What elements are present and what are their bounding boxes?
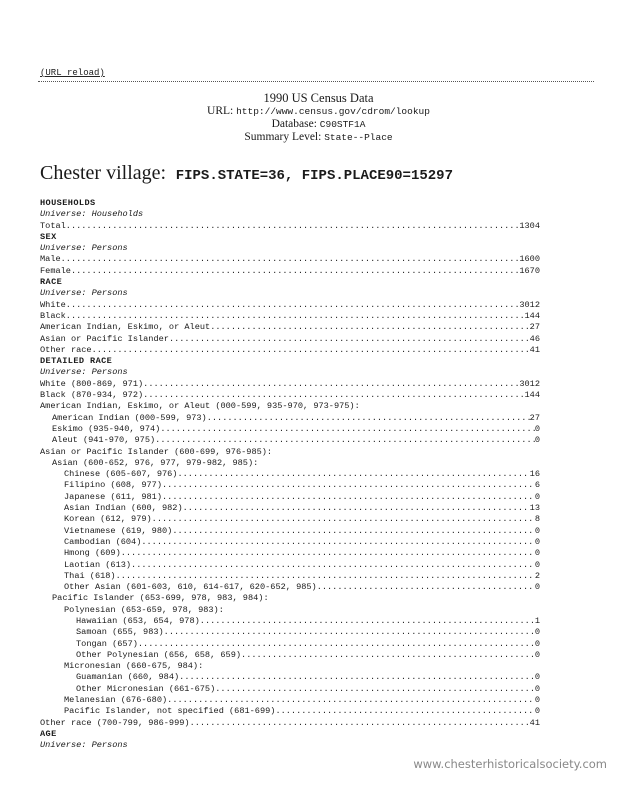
row-label: Male xyxy=(40,254,61,265)
row-label: Hmong (609) xyxy=(64,548,121,559)
table-row xyxy=(40,514,540,525)
table-row xyxy=(40,221,540,232)
dot-leader xyxy=(66,311,525,322)
row-label: Pacific Islander, not specified (681-699) xyxy=(64,706,276,717)
table-row xyxy=(40,537,540,548)
dot-leader xyxy=(215,684,535,695)
dot-leader xyxy=(141,537,534,548)
row-value: 0 xyxy=(534,638,540,649)
row-label: Other race (700-799, 986-999) xyxy=(40,717,190,728)
url-label: URL: xyxy=(207,105,234,117)
row-value: 27 xyxy=(529,322,540,333)
row-value: 0 xyxy=(534,435,540,446)
table-row xyxy=(40,672,540,683)
row-label: Japanese (611, 981) xyxy=(64,491,162,502)
table-row xyxy=(40,322,540,333)
dot-leader xyxy=(167,695,535,706)
row-value: 3012 xyxy=(519,378,540,389)
table-row xyxy=(40,593,540,604)
dot-leader xyxy=(121,548,535,559)
summary-level-label: Summary Level: xyxy=(244,131,322,143)
row-label: White xyxy=(40,299,66,310)
row-label: Total xyxy=(40,220,66,231)
row-value: 41 xyxy=(529,344,540,355)
section-heading xyxy=(40,198,540,209)
dot-leader xyxy=(138,639,535,650)
table-row xyxy=(40,706,540,717)
summary-level-row xyxy=(0,131,637,144)
table-row xyxy=(40,548,540,559)
place-name: Chester village: xyxy=(40,162,167,184)
row-label: Polynesian (653-659, 978, 983): xyxy=(64,604,224,615)
dot-leader xyxy=(131,560,535,571)
dot-leader xyxy=(275,706,534,717)
row-value: 0 xyxy=(534,559,540,570)
table-row xyxy=(40,300,540,311)
row-label: American Indian (000-599, 973) xyxy=(52,412,207,423)
row-label: Korean (612, 979) xyxy=(64,514,152,525)
row-label: Asian (600-652, 976, 977, 979-982, 985): xyxy=(52,457,259,468)
row-label: Other Asian (601-603, 610, 614-617, 620-652, 985) xyxy=(64,582,317,593)
table-row xyxy=(40,379,540,390)
database-value: C90STF1A xyxy=(319,119,366,130)
dot-leader xyxy=(66,300,520,311)
table-row xyxy=(40,571,540,582)
row-value: 0 xyxy=(534,525,540,536)
row-label: HOUSEHOLDS xyxy=(40,198,96,208)
table-row xyxy=(40,345,540,356)
dot-leader xyxy=(179,672,535,683)
row-label: Universe: Persons xyxy=(40,367,128,378)
table-row xyxy=(40,616,540,627)
table-row xyxy=(40,424,540,435)
row-label: American Indian, Eskimo, or Aleut xyxy=(40,322,211,333)
row-value: 46 xyxy=(529,333,540,344)
universe-label xyxy=(40,288,540,299)
row-value: 6 xyxy=(534,480,540,491)
row-value: 0 xyxy=(534,695,540,706)
table-row xyxy=(40,492,540,503)
row-value: 0 xyxy=(534,649,540,660)
place-fips: FIPS.STATE=36, FIPS.PLACE90=15297 xyxy=(175,168,453,184)
table-row xyxy=(40,311,540,322)
dot-leader xyxy=(116,571,535,582)
row-label: DETAILED RACE xyxy=(40,356,113,367)
row-value: 0 xyxy=(534,683,540,694)
universe-label xyxy=(40,740,540,751)
dot-leader xyxy=(152,514,535,525)
database-row xyxy=(0,118,637,131)
row-label: Universe: Persons xyxy=(40,288,128,299)
row-label: Universe: Persons xyxy=(40,243,128,254)
row-value: 0 xyxy=(534,548,540,559)
dot-leader xyxy=(207,413,530,424)
row-value: 27 xyxy=(529,412,540,423)
row-value: 2 xyxy=(534,570,540,581)
row-label: Aleut (941-970, 975) xyxy=(52,435,156,446)
row-label: Asian or Pacific Islander (600-699, 976-985): xyxy=(40,446,273,457)
row-label: Filipino (608, 977) xyxy=(64,480,162,491)
table-row xyxy=(40,458,540,469)
dot-leader xyxy=(155,435,535,446)
dot-leader xyxy=(143,390,524,401)
url-reload-link[interactable]: (URL reload) xyxy=(40,68,105,78)
dot-leader xyxy=(172,526,535,537)
table-row xyxy=(40,435,540,446)
row-value: 0 xyxy=(534,706,540,717)
table-row xyxy=(40,684,540,695)
table-row xyxy=(40,526,540,537)
watermark: www.chesterhistoricalsociety.com xyxy=(413,757,607,771)
row-label: Melanesian (676-680) xyxy=(64,695,168,706)
dot-leader xyxy=(190,718,530,729)
row-label: Micronesian (660-675, 984): xyxy=(64,661,204,672)
dot-leader xyxy=(241,650,535,661)
row-label: Black xyxy=(40,310,66,321)
table-row xyxy=(40,718,540,729)
table-row xyxy=(40,560,540,571)
table-row xyxy=(40,334,540,345)
row-label: SEX xyxy=(40,231,57,242)
row-value: 16 xyxy=(529,469,540,480)
dot-leader xyxy=(162,492,535,503)
dot-leader xyxy=(177,469,529,480)
row-value: 0 xyxy=(534,491,540,502)
row-value: 144 xyxy=(524,390,540,401)
dot-leader xyxy=(71,266,519,277)
table-row xyxy=(40,650,540,661)
row-label: Eskimo (935-940, 974) xyxy=(52,423,161,434)
dot-leader xyxy=(169,334,530,345)
url-value: http://www.census.gov/cdrom/lookup xyxy=(236,106,430,117)
universe-label xyxy=(40,243,540,254)
row-label: Other Micronesian (661-675) xyxy=(76,683,216,694)
row-label: Laotian (613) xyxy=(64,559,132,570)
dot-leader xyxy=(162,480,535,491)
section-heading xyxy=(40,232,540,243)
census-table xyxy=(40,198,540,752)
census-title: 1990 US Census Data xyxy=(263,91,374,105)
row-value: 41 xyxy=(529,717,540,728)
header-divider xyxy=(38,81,594,82)
row-value: 1600 xyxy=(519,254,540,265)
dot-leader xyxy=(317,582,535,593)
row-label: Universe: Persons xyxy=(40,740,128,751)
url-row xyxy=(0,105,637,118)
dot-leader xyxy=(66,221,520,232)
section-heading xyxy=(40,729,540,740)
row-value: 0 xyxy=(534,536,540,547)
dot-leader xyxy=(61,254,520,265)
row-label: Vietnamese (619, 980) xyxy=(64,525,173,536)
row-label: Black (870-934, 972) xyxy=(40,390,144,401)
row-label: American Indian, Eskimo, or Aleut (000-599, 935-970, 973-975): xyxy=(40,401,360,412)
row-label: Cambodian (604) xyxy=(64,536,142,547)
dot-leader xyxy=(164,627,535,638)
place-title xyxy=(40,162,453,185)
row-value: 13 xyxy=(529,503,540,514)
table-row xyxy=(40,503,540,514)
census-header xyxy=(0,91,637,144)
universe-label xyxy=(40,209,540,220)
dot-leader xyxy=(143,379,519,390)
row-value: 3012 xyxy=(519,299,540,310)
row-label: Universe: Households xyxy=(40,209,144,220)
row-value: 0 xyxy=(534,627,540,638)
table-row xyxy=(40,639,540,650)
section-heading xyxy=(40,277,540,288)
row-label: Chinese (605-607, 976) xyxy=(64,469,178,480)
table-row xyxy=(40,480,540,491)
section-heading xyxy=(40,356,540,367)
row-value: 1304 xyxy=(519,220,540,231)
row-value: 8 xyxy=(534,514,540,525)
table-row xyxy=(40,390,540,401)
table-row xyxy=(40,605,540,616)
table-row xyxy=(40,695,540,706)
row-label: Thai (618) xyxy=(64,570,116,581)
row-label: Other Polynesian (656, 658, 659) xyxy=(76,649,242,660)
table-row xyxy=(40,582,540,593)
row-label: Tongan (657) xyxy=(76,638,138,649)
row-value: 144 xyxy=(524,310,540,321)
database-label: Database: xyxy=(271,118,317,130)
dot-leader xyxy=(183,503,530,514)
universe-label xyxy=(40,367,540,378)
summary-level-value: State--Place xyxy=(324,132,393,143)
row-value: 1 xyxy=(534,615,540,626)
dot-leader xyxy=(200,616,535,627)
table-row xyxy=(40,413,540,424)
row-label: Asian or Pacific Islander xyxy=(40,333,169,344)
dot-leader xyxy=(160,424,535,435)
row-label: Guamanian (660, 984) xyxy=(76,672,180,683)
row-label: Samoan (655, 983) xyxy=(76,627,164,638)
dot-leader xyxy=(92,345,530,356)
row-label: RACE xyxy=(40,277,63,288)
table-row xyxy=(40,469,540,480)
row-label: Female xyxy=(40,265,71,276)
table-row xyxy=(40,447,540,458)
row-value: 1670 xyxy=(519,265,540,276)
row-label: Pacific Islander (653-699, 978, 983, 984): xyxy=(52,593,269,604)
table-row xyxy=(40,627,540,638)
row-label: Other race xyxy=(40,344,92,355)
table-row xyxy=(40,266,540,277)
row-value: 0 xyxy=(534,672,540,683)
table-row xyxy=(40,661,540,672)
row-label: White (800-869, 971) xyxy=(40,378,144,389)
row-label: Asian Indian (600, 982) xyxy=(64,503,183,514)
dot-leader xyxy=(210,322,529,333)
row-label: Hawaiian (653, 654, 978) xyxy=(76,615,200,626)
table-row xyxy=(40,401,540,412)
row-value: 0 xyxy=(534,582,540,593)
row-value: 0 xyxy=(534,423,540,434)
table-row xyxy=(40,254,540,265)
row-label: AGE xyxy=(40,728,57,739)
